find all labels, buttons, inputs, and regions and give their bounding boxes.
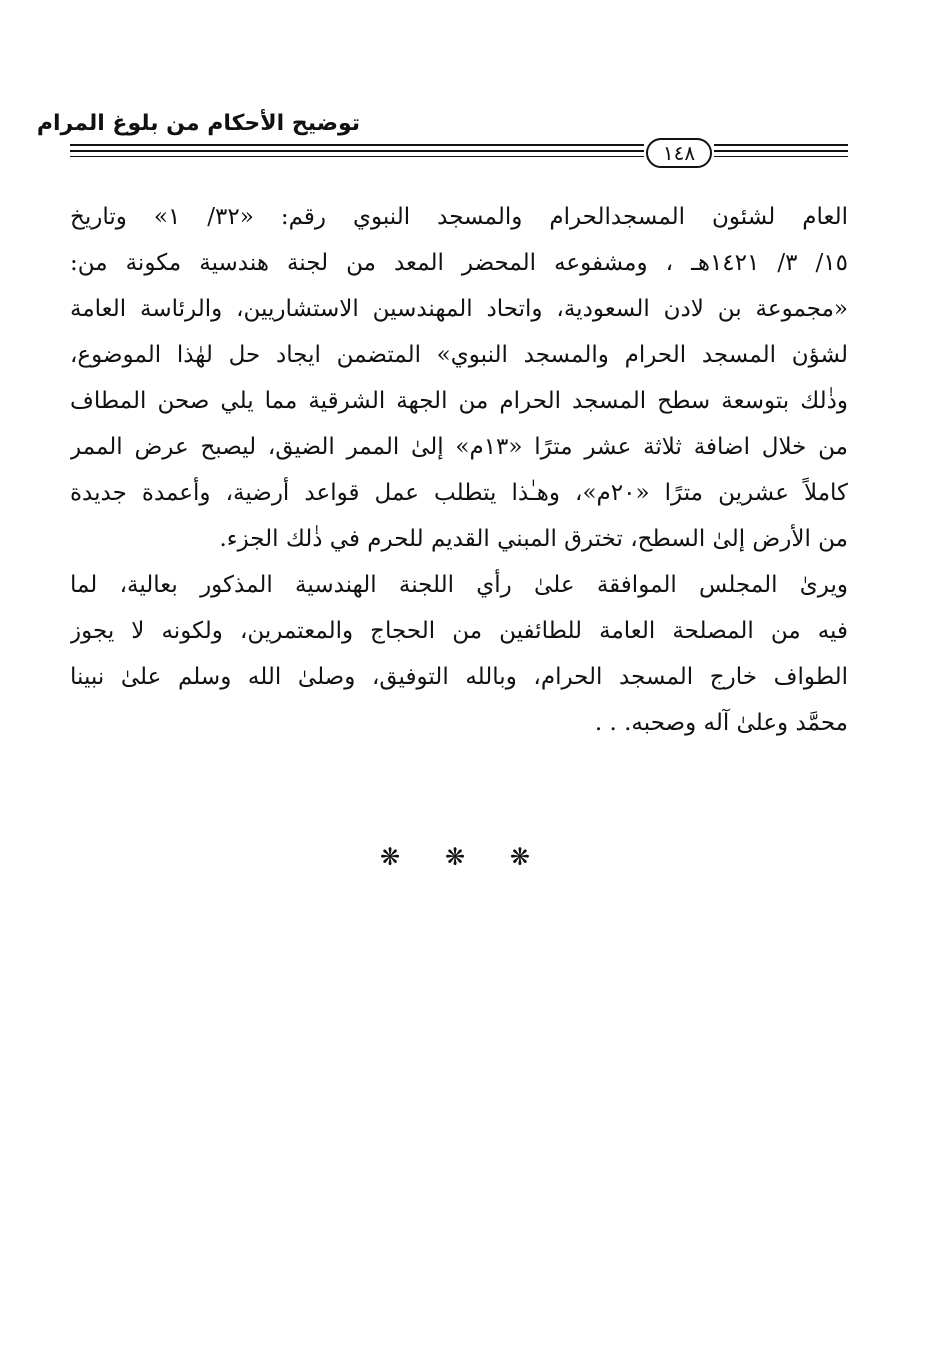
text-line: محمَّد وعلىٰ آله وصحبه. . . <box>594 710 848 736</box>
section-separator <box>380 843 530 871</box>
text-line: فيه من المصلحة العامة للطائفين من الحجاج والمعتمرين، ولكونه لا يجوز <box>70 618 848 644</box>
text-line: كاملاً عشرين مترًا «٢٠م»، وهـٰذا يتطلب عمل قواعد أرضية، وأعمدة جديدة <box>70 480 848 506</box>
text-line: العام لشئون المسجدالحرام والمسجد النبوي رقم: «٣٢/ ١» وتاريخ <box>70 204 848 230</box>
header-rule-right-bottom <box>714 156 848 157</box>
running-title: توضيح الأحكام من بلوغ المرام <box>36 111 360 136</box>
header-rule-right-top <box>714 144 848 146</box>
asterism-icon: ❋ <box>380 843 401 871</box>
page-number: ١٤٨ <box>662 141 696 165</box>
header-rule-left-top <box>70 144 644 146</box>
text-line: الطواف خارج المسجد الحرام، وبالله التوفيق، وصلىٰ الله وسلم علىٰ نبينا <box>70 664 848 690</box>
text-line: من الأرض إلىٰ السطح، تخترق المبني القديم للحرم في ذٰلك الجزء. <box>219 526 848 552</box>
text-line: ١٥/ ٣/ ١٤٢١هـ ، ومشفوعه المحضر المعد من لجنة هندسية مكونة من: <box>70 250 848 276</box>
header-rule-left-bottom <box>70 156 644 157</box>
header-rule-right-mid <box>714 150 848 152</box>
text-line: من خلال اضافة ثلاثة عشر مترًا «١٣م» إلىٰ الممر الضيق، ليصبح عرض الممر <box>70 434 848 460</box>
page-number-badge <box>646 138 712 168</box>
header-rule-left-mid <box>70 150 644 152</box>
text-line: وذٰلك بتوسعة سطح المسجد الحرام من الجهة الشرقية مما يلي صحن المطاف <box>70 388 848 414</box>
text-line: «مجموعة بن لادن السعودية، واتحاد المهندسين الاستشاريين، والرئاسة العامة <box>70 296 848 322</box>
text-line: ويرىٰ المجلس الموافقة علىٰ رأي اللجنة الهندسية المذكور بعالية، لما <box>70 572 848 598</box>
asterism-icon: ❋ <box>444 843 466 871</box>
asterism-icon: ❋ <box>509 843 530 871</box>
text-line: لشؤن المسجد الحرام والمسجد النبوي» المتضمن ايجاد حل لهٰذا الموضوع، <box>70 342 848 368</box>
body-text <box>70 194 848 746</box>
